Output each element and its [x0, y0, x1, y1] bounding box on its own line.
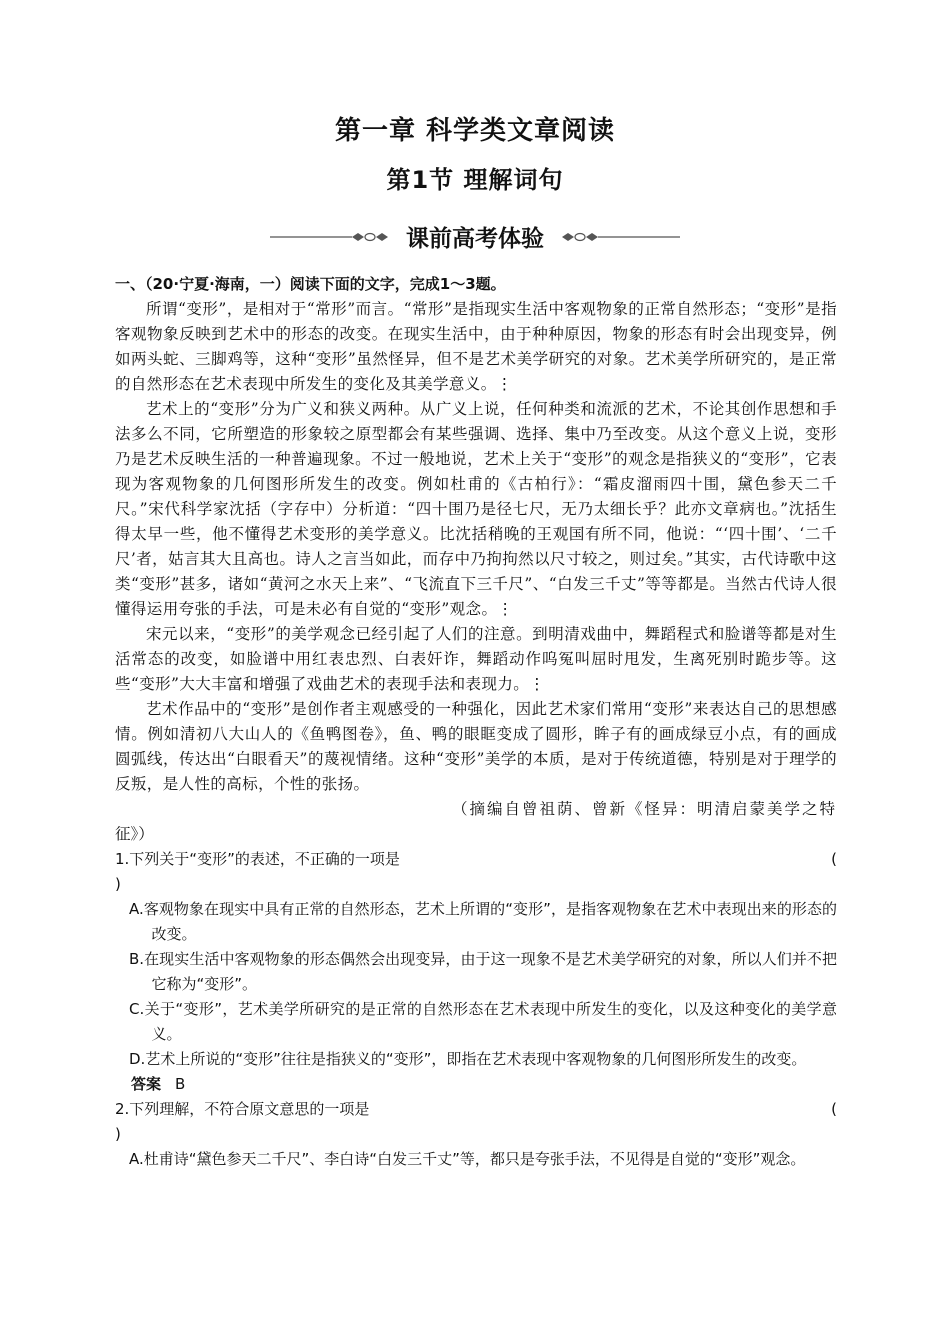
answer-label: 答案 [131, 1075, 162, 1093]
question-2-option-a: A.杜甫诗“黛色参天二千尺”、李白诗“白发三千丈”等，都只是夸张手法，不见得是自觉的“变形”观念。 [129, 1150, 806, 1168]
question-group-header: 一、（20·宁夏·海南，一）阅读下面的文字，完成1～3题。 [115, 275, 506, 293]
section-banner [270, 218, 680, 254]
question-2-text: 2.下列理解，不符合原文意思的一项是 [115, 1100, 370, 1118]
passage-paragraph: 艺术上的“变形”分为广义和狭义两种。从广义上说，任何种类和流派的艺术，不论其创作思想和手法多么不同，它所塑造的形象较之原型都会有某些强调、选择、集中乃至改变。从这个意义上说，变形乃是艺术反映生活的一种普遍现象。不过一般地说，艺术上关于“变形”的观念是指狭义的“变形”，它表现为客观物象的几何图形所发生的改变。例如杜甫的《古柏行》：“霜皮溜雨四十围，黛色参天二千尺。”宋代科学家沈括（字存中）分析道：“四十围乃是径七尺，无乃太细长乎？此亦文章病也。”沈括生得太早一些，他不懂得艺术变形的美学意义。比沈括稍晚的王观国有所不同，他说：“‘四十围’、‘二千尺’者，姑言其大且高也。诗人之言当如此，而存中乃拘拘然以尺寸较之，则过矣。”其实，古代诗歌中这类“变形”甚多，诸如“黄河之水天上来”、“飞流直下三千尺”、“白发三千丈”等等都是。当然古代诗人很懂得运用夸张的手法，可是未必有自觉的“变形”观念。⋮ [115, 400, 837, 618]
question-1-option-b: B.在现实生活中客观物象的形态偶然会出现变异，由于这一现象不是艺术美学研究的对象，所以人们并不把它称为“变形”。 [129, 950, 837, 993]
section-title: 第1节 理解词句 [386, 166, 564, 194]
source-citation-cont: 征》） [115, 825, 154, 843]
question-1-option-a: A.客观物象在现实中具有正常的自然形态，艺术上所谓的“变形”，是指客观物象在艺术中表现出来的形态的改变。 [129, 900, 837, 943]
question-1-option-d: D.艺术上所说的“变形”往往是指狭义的“变形”，即指在艺术表现中客观物象的几何图形所发生的改变。 [129, 1050, 807, 1068]
answer-blank-close: ) [115, 875, 121, 893]
answer-blank-close: ) [115, 1125, 121, 1143]
question-1-answer [131, 1072, 837, 1097]
passage-paragraph: 宋元以来，“变形”的美学观念已经引起了人们的注意。到明清戏曲中，舞蹈程式和脸谱等都是对生活常态的改变，如脸谱中用红表忠烈、白表奸诈，舞蹈动作呜冤叫屈时甩发，生离死别时跪步等。这些“变形”大大丰富和增强了戏曲艺术的表现手法和表现力。⋮ [115, 625, 837, 693]
passage-paragraph: 艺术作品中的“变形”是创作者主观感受的一种强化，因此艺术家们常用“变形”来表达自己的思想感情。例如清初八大山人的《鱼鸭图卷》，鱼、鸭的眼眶变成了圆形，眸子有的画成绿豆小点，有的画成圆弧线，传达出“白眼看天”的蔑视情绪。这种“变形”美学的本质，是对于传统道德，特别是对于理学的反叛，是人性的高标，个性的张扬。 [115, 700, 837, 793]
question-1-text: 1.下列关于“变形”的表述，不正确的一项是 [115, 850, 400, 868]
banner-title: 课前高考体验 [406, 226, 544, 252]
question-1 [115, 847, 837, 897]
chapter-title: 第一章 科学类文章阅读 [334, 116, 616, 146]
passage-paragraph: 所谓“变形”，是相对于“常形”而言。“常形”是指现实生活中客观物象的正常自然形态；“变形”是指客观物象反映到艺术中的形态的改变。在现实生活中，由于种种原因，物象的形态有时会出现变异，例如两头蛇、三脚鸡等，这种“变形”虽然怪异，但不是艺术美学研究的对象。艺术美学所研究的，是正常的自然形态在艺术表现中所发生的变化及其美学意义。⋮ [115, 300, 837, 393]
question-1-option-c: C.关于“变形”，艺术美学所研究的是正常的自然形态在艺术表现中所发生的变化，以及这种变化的美学意义。 [129, 1000, 837, 1043]
answer-value: B [175, 1075, 186, 1093]
answer-blank-open: ( [831, 850, 837, 868]
question-2 [115, 1097, 837, 1147]
reading-content [115, 272, 837, 1172]
source-citation: （摘编自曾祖荫、曾新《怪异：明清启蒙美学之特 [451, 800, 837, 818]
answer-blank-open: ( [831, 1100, 837, 1118]
